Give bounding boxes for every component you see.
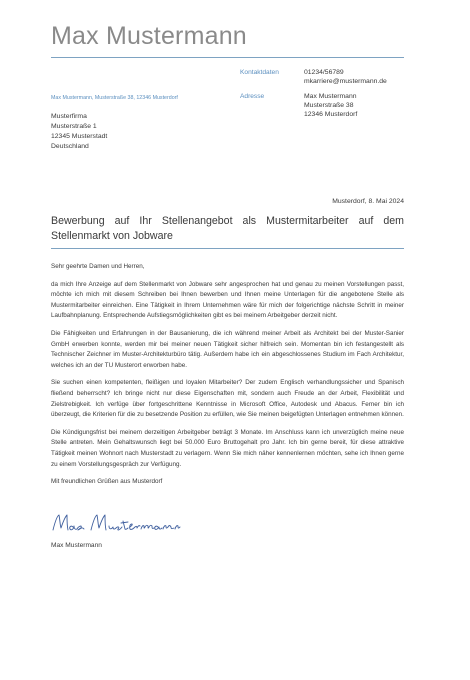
recipient-address-block	[51, 112, 107, 152]
body-paragraph: Sie suchen einen kompetenten, fleißigen und loyalen Mitarbeiter? Der zudem Englisch verhandlungssicher und Spanisch fließend beherrscht? Ich bringe nicht nur diese Eigenschaften mit, sondern auch Freude an der Arbeit, Flexibilität und Zielstrebigkeit. Ich verfüge über fortgeschrittene Kenntnisse in Microsoft Office, Autodesk und Abacus. Ferner bin ich überzeugt, die Kriterien für die zu besetzende Position zu erfüllen, wie Sie meinen beigefügten Unterlagen entnehmen können.	[51, 379, 404, 419]
subject-divider	[51, 248, 404, 249]
handwritten-signature	[51, 510, 181, 536]
sender-return-line: Max Mustermann, Musterstraße 38, 12346 Musterdorf	[51, 95, 178, 101]
printed-signature-name: Max Mustermann	[51, 542, 102, 549]
closing-line: Mit freundlichen Grüßen aus Musterdorf	[51, 478, 163, 486]
body-paragraph: Die Kündigungsfrist bei meinem derzeitigen Arbeitgeber beträgt 3 Monate. Im Anschluss kann ich unverzüglich meine neue Stelle antreten. Mein Gehaltswunsch liegt bei 50.000 Euro Bruttogehalt pro Jahr. Ich bin gerne bereit, für diese attraktive Tätigkeit meinen Wohnort nach Musterstadt zu verlagern. Wenn Sie mich näher kennenlernen möchten, sehe ich Ihnen gerne zu einem Vorstellungsgespräch zur Verfügung.	[51, 428, 404, 468]
salutation: Sehr geehrte Damen und Herren,	[51, 263, 145, 270]
sender-address-city: 12346 Musterdorf	[304, 111, 358, 118]
letter-body	[51, 262, 404, 495]
sender-address-street: Musterstraße 38	[304, 102, 354, 109]
body-paragraph: Die Fähigkeiten und Erfahrungen in der Bausanierung, die ich während meiner Arbeit als Architekt bei der Muster-Sanier GmbH erwerben konnte, werden mir bei meiner neuen Tätigkeit sicher hilfreich sein. Momentan bin ich festangestellt als Technischer Zeichner im Muster-Architekturbüro tätig. Außerdem habe ich ein abgeschlossenes Studium im Fach Architektur, welches ich an der TU Musterort erworben habe.	[51, 329, 404, 369]
email-address: mkarriere@mustermann.de	[304, 78, 387, 85]
sender-address-name: Max Mustermann	[304, 93, 357, 100]
contact-label: Kontaktdaten	[240, 69, 279, 76]
letter-date: Musterdorf, 8. Mai 2024	[332, 198, 404, 205]
recipient-country: Deutschland	[51, 143, 89, 150]
address-label: Adresse	[240, 93, 265, 100]
body-paragraph: da mich Ihre Anzeige auf dem Stellenmarkt von Jobware sehr angesprochen hat und genau zu meinen Vorstellungen passt, möchte ich mich mit diesem Schreiben bei Ihnen bewerben und Ihnen meine Unterlagen für die angebotene Stelle als Mustermitarbeiter einreichen. Eine Tätigkeit in Ihrem Unternehmen wäre für mich der folgerichtige nächste Schritt in meiner Laufbahnplanung. Entsprechende Aufstiegsmöglichkeiten gibt es bei meinem Arbeitgeber derzeit nicht.	[51, 280, 404, 320]
recipient-street: Musterstraße 1	[51, 123, 97, 130]
recipient-company: Musterfirma	[51, 113, 87, 120]
phone-number: 01234/56789	[304, 69, 344, 76]
applicant-name-heading: Max Mustermann	[51, 22, 247, 50]
recipient-city: 12345 Musterstadt	[51, 133, 108, 140]
subject-line: Bewerbung auf Ihr Stellenangebot als Mustermitarbeiter auf dem Stellenmarkt von Jobware	[51, 215, 404, 242]
header-divider	[51, 57, 404, 58]
